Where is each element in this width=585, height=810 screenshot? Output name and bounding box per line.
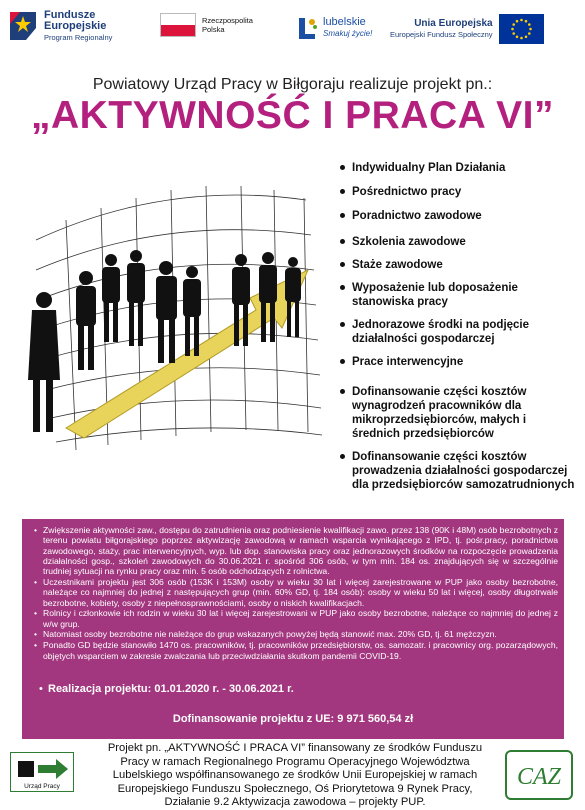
fe-line1: Fundusze xyxy=(44,8,96,21)
info-list xyxy=(32,525,558,661)
service-label: Poradnictwo zawodowe xyxy=(352,210,482,222)
footer-line: Działanie 9.2 Aktywizacja zawodowa – projekty PUP. xyxy=(164,796,426,808)
info-text: Rolnicy i członkowie ich rodzin w wieku 30 lat i więcej zarejestrowani w PUP jako osoby bezrobotne, należące co najmniej do jednej z w/w grup. xyxy=(43,608,558,629)
silhouettes-icon xyxy=(28,250,301,432)
service-item xyxy=(340,450,575,492)
info-item: • Ponadto GD będzie stanowiło 1470 os. pracowników, tj. pracowników przedsiębiorstw, os. samozatr. i pracownicy org. pozarządowych, objętych wsparciem w zakresie zwalczania lub przeciwdziałania skutkom pandemii COVID-19. xyxy=(34,640,558,661)
urzad-pracy-arrow-icon xyxy=(12,755,72,783)
service-item xyxy=(340,318,555,346)
fe-line3: Program Regionalny xyxy=(44,32,113,42)
info-text: Natomiast osoby bezrobotne nie należące do grup wskazanych powyżej będą stanowić max. 20% GD, tj. 61 mężczyzn. xyxy=(43,629,497,640)
eu-flag-icon xyxy=(499,14,544,44)
project-info-box xyxy=(22,519,564,739)
funding-amount: Dofinansowanie projektu z UE: 9 971 560,54 zł xyxy=(172,713,414,725)
service-label: Staże zawodowe xyxy=(352,259,443,271)
service-label: Dofinansowanie części kosztów prowadzenia działalności gospodarczej dla przedsiębiorców samozatrudnionych xyxy=(352,451,575,491)
service-item xyxy=(340,385,565,441)
ue-line2: Europejski Fundusz Społeczny xyxy=(390,30,493,39)
bullet-icon xyxy=(340,165,345,170)
info-item: • Uczestnikami projektu jest 306 osób (153K i 153M) osoby w wieku 30 lat i więcej zarejestrowane w PUP jako osoby bezrobotne, należące co najmniej do jednej z następujących grup (min. 60% GD, tj. 184 osób): osoby w wieku 50 lat i więcej, osoby długotrwale bezrobotne, kobiety, osoby z niepełnosprawnościami, osoby o niskich kwalifikacjach. xyxy=(34,576,558,608)
polish-flag-icon xyxy=(160,13,196,37)
period-text: Realizacja projektu: 01.01.2020 r. - 30.06.2021 r. xyxy=(48,683,294,695)
service-item xyxy=(340,258,443,272)
project-title: „AKTYWNOŚĆ I PRACA VI” xyxy=(30,94,555,137)
bullet-icon xyxy=(340,262,345,267)
lub-line1: lubelskie xyxy=(323,16,366,28)
fe-stars-icon xyxy=(10,8,38,44)
headline: Powiatowy Urząd Pracy w Biłgoraju realizuje projekt pn.: xyxy=(92,76,493,93)
bullet-icon xyxy=(340,213,345,218)
ue-line1: Unia Europejska xyxy=(414,18,493,29)
service-label: Indywidualny Plan Działania xyxy=(352,162,506,174)
service-item xyxy=(340,185,461,199)
project-period: • Realizacja projektu: 01.01.2020 r. - 30.06.2021 r. xyxy=(39,683,294,695)
service-item xyxy=(340,161,505,175)
bullet-icon xyxy=(340,359,345,364)
logo-bar xyxy=(0,0,585,62)
info-item: • Natomiast osoby bezrobotne nie należące do grup wskazanych powyżej będą stanowić max. 20% GD, tj. 61 mężczyzn. xyxy=(34,629,497,640)
info-text: Ponadto GD będzie stanowiło 1470 os. pracowników, tj. pracowników przedsiębiorstw, os. samozatr. i pracownicy org. pozarządowych, objętych wsparciem w zakresie zwalczania lub przeciwdziałania skutkom pandemii COVID-19. xyxy=(43,640,558,661)
bullet-icon xyxy=(340,285,345,290)
caz-logo xyxy=(505,750,573,800)
fundusze-europejskie-logo xyxy=(10,8,112,44)
footer-line: Europejskiego Funduszu Społecznego, Oś Priorytetowa 9 Rynek Pracy, xyxy=(117,782,473,795)
footer-text xyxy=(80,742,510,810)
service-label: Jednorazowe środki na podjęcie działalności gospodarczej xyxy=(352,319,530,345)
service-item xyxy=(340,209,482,223)
lubelskie-logo xyxy=(295,14,372,42)
rp-line1: Rzeczpospolita xyxy=(202,16,253,25)
service-label: Szkolenia zawodowe xyxy=(352,236,466,248)
bullet-icon xyxy=(340,322,345,327)
service-item xyxy=(340,355,463,369)
service-label: Wyposażenie lub doposażenie stanowiska pracy xyxy=(352,282,518,308)
bullet-icon xyxy=(340,389,345,394)
footer-line: Pracy w ramach Regionalnego Programu Operacyjnego Województwa xyxy=(120,755,470,768)
unia-europejska-logo xyxy=(390,14,544,44)
footer-line: Lubelskiego współfinansowanego ze środków Unii Europejskiej w ramach xyxy=(112,769,478,781)
rzeczpospolita-logo xyxy=(160,13,253,37)
info-text: Zwiększenie aktywności zaw., dostępu do zatrudnienia oraz podniesienie kwalifikacji zawo. przez 138 (90K i 48M) osób bezrobotnych z terenu powiatu biłgorajskiego poprzez aktywizację zawodową w ramach wsparcia wynikającego z IPD, tj. pośr.pracy, poradnictwa zawodowego, staży, prac interwencyjnych, wyp. lub dop. stanowiska pracy oraz jednorazowych środków na rozpoczęcie prowadzenia działalności gosp., szkoleń zawodowych do 30.06.2021 r. spośród 306 osób, w tym min. 184 os. znajdujących się w szczególnie trudniej sytuacji na rynku pracy oraz min. 5 osób odchodzących z rolnictwa. xyxy=(43,525,558,577)
info-item: • Zwiększenie aktywności zaw., dostępu do zatrudnienia oraz podniesienie kwalifikacji zawo. przez 138 (90K i 48M) osób bezrobotnych z terenu powiatu biłgorajskiego poprzez aktywizację zawodową w ramach wsparcia wynikającego z IPD, tj. pośr.pracy, poradnictwa zawodowego, staży, prac interwencyjnych, wyp. lub dop. stanowiska pracy oraz jednorazowych środków na rozpoczęcie prowadzenia działalności gosp., szkoleń zawodowych do 30.06.2021 r. spośród 306 osób, w tym min. 184 os. znajdujących się w szczególnie trudniej sytuacji na rynku pracy oraz min. 5 osób odchodzących z rolnictwa. xyxy=(34,525,558,577)
service-label: Pośrednictwo pracy xyxy=(352,186,462,198)
pup-label: Urząd Pracy xyxy=(24,783,60,790)
caz-mark-icon xyxy=(507,752,571,798)
urzad-pracy-logo xyxy=(10,752,74,792)
info-item: • Rolnicy i członkowie ich rodzin w wieku 30 lat i więcej zarejestrowani w PUP jako osoby bezrobotne, należące co najmniej do jednej z w/w grup. xyxy=(34,608,558,629)
bullet-icon xyxy=(340,189,345,194)
service-item xyxy=(340,235,466,249)
service-label: Dofinansowanie części kosztów wynagrodzeń pracowników dla mikroprzedsiębiorców, małych i średnich przedsiębiorców xyxy=(352,386,527,440)
service-label: Prace interwencyjne xyxy=(352,356,464,368)
bullet-icon xyxy=(340,454,345,459)
business-people-illustration xyxy=(6,160,336,460)
rp-line2: Polska xyxy=(202,25,225,34)
lub-line2: Smakuj życie! xyxy=(323,29,373,38)
caz-label: CAZ xyxy=(516,764,562,790)
fe-line2: Europejskie xyxy=(44,19,107,32)
footer-line: Projekt pn. „AKTYWNOŚĆ I PRACA VI” finansowany ze środków Funduszu xyxy=(107,742,483,754)
service-item xyxy=(340,281,540,309)
bullet-icon xyxy=(340,239,345,244)
lubelskie-mark-icon xyxy=(295,14,319,42)
info-text: Uczestnikami projektu jest 306 osób (153K i 153M) osoby w wieku 30 lat i więcej zarejestrowane w PUP jako osoby bezrobotne, należące co najmniej do jednej z następujących grup (min. 60% GD, tj. 184 osób): osoby w wieku 50 lat i więcej, osoby długotrwale bezrobotne, kobiety, osoby z niepełnosprawnościami, osoby o niskich kwalifikacjach. xyxy=(43,576,558,608)
